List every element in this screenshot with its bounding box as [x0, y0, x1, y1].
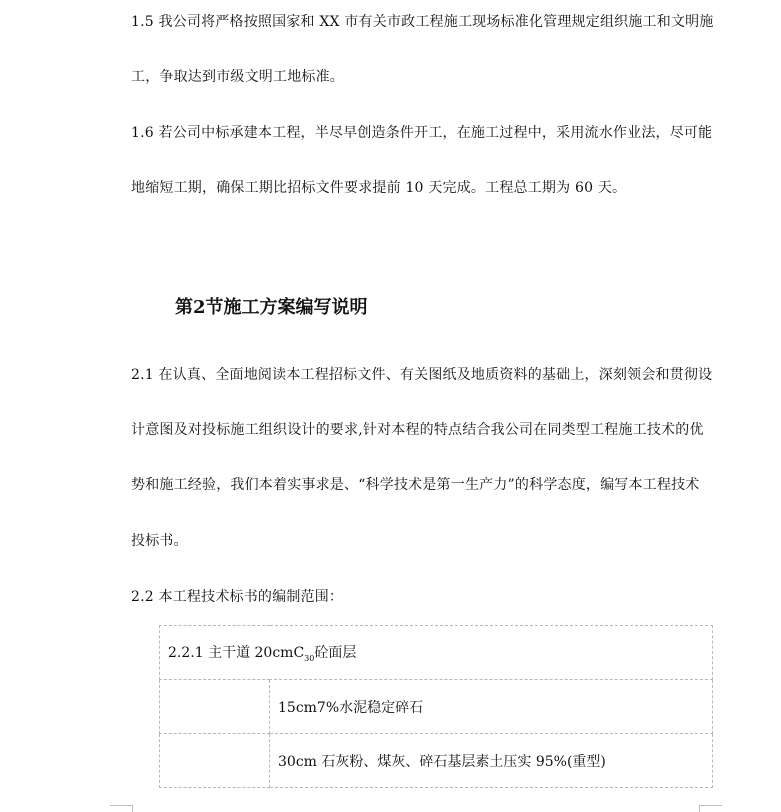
section-2-heading: 第2节施工方案编写说明 [175, 297, 368, 318]
table-row [160, 680, 713, 734]
main-road-label: 2.2.1 主干道 20cmC [168, 645, 305, 662]
paragraph-2-1-line-4: 投标书。 [131, 533, 188, 549]
paragraph-1-5-line-1: 1.5 我公司将严格按照国家和 XX 市有关市政工程施工现场标准化管理规定组织施工和文明施 [131, 14, 714, 30]
table-cell-lime-ash-base: 30cm 石灰粉、煤灰、碎石基层素土压实 95%(重型) [270, 734, 713, 788]
paragraph-2-1-line-2: 计意图及对投标施工组织设计的要求,针对本程的特点结合我公司在同类型工程施工技术的优 [131, 422, 704, 438]
scope-table [159, 625, 713, 788]
table-cell-main-road [160, 626, 713, 680]
paragraph-2-2: 2.2 本工程技术标书的编制范围： [131, 589, 344, 605]
main-road-suffix: 砼面层 [314, 645, 357, 662]
paragraph-1-6-line-1: 1.6 若公司中标承建本工程，半尽早创造条件开工，在施工过程中，采用流水作业法，尽可能 [131, 125, 713, 141]
paragraph-1-6-line-2: 地缩短工期，确保工期比招标文件要求提前 10 天完成。工程总工期为 60 天。 [131, 180, 627, 196]
paragraph-2-1-line-3: 势和施工经验，我们本着实事求是、“科学技术是第一生产力”的科学态度，编写本工程技术 [131, 477, 700, 493]
table-cell-empty [160, 680, 270, 734]
table-cell-empty [160, 734, 270, 788]
table-row [160, 626, 713, 680]
table-row [160, 734, 713, 788]
table-cell-cement-stabilized: 15cm7%水泥稳定碎石 [270, 680, 713, 734]
paragraph-2-1-line-1: 2.1 在认真、全面地阅读本工程招标文件、有关图纸及地质资料的基础上，深刻领会和贯彻设 [131, 367, 713, 383]
paragraph-1-5-line-2: 工，争取达到市级文明工地标准。 [131, 69, 344, 85]
concrete-grade-subscript: 30 [304, 653, 315, 663]
